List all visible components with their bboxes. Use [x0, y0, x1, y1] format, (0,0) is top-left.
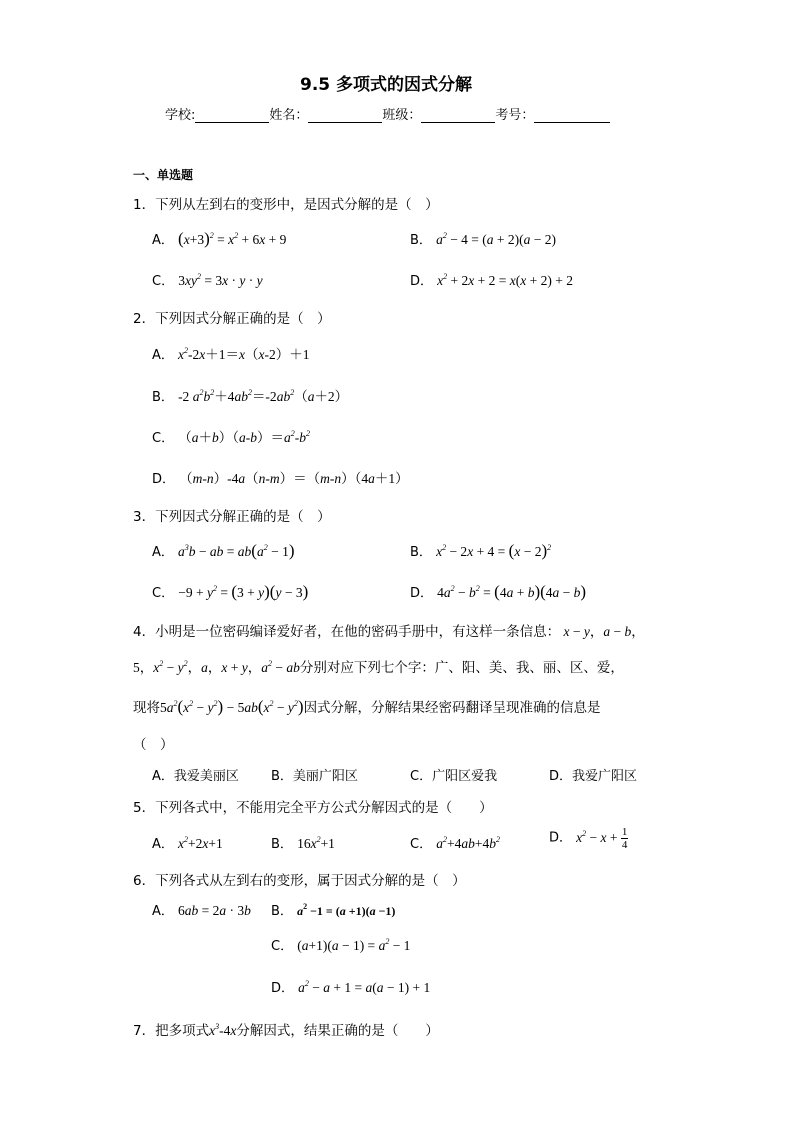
option-label: A． — [152, 545, 174, 560]
option-label: B． — [410, 233, 432, 248]
formula: $a^3b$ − ab = $ab(a^2 - 1)$ — [178, 541, 295, 560]
q2-option-b[interactable] — [152, 385, 348, 405]
q5-option-d[interactable] — [549, 826, 628, 851]
formula: a — [201, 660, 208, 675]
q4-option-d[interactable]: D．我爱广阳区 — [549, 769, 638, 784]
formula: $x^2 + 2x + 2 = x(x + 2) + 2$ — [437, 272, 573, 288]
option-label: D． — [410, 274, 434, 289]
q5-option-c[interactable] — [410, 833, 500, 852]
formula: $-9 + y^2 = (3 + y)(y - 3)$ — [178, 582, 309, 601]
formula: $3xy^2 = 3x \cdot y \cdot y$ — [178, 272, 263, 288]
question-4-stem-line4: （ ） — [133, 737, 174, 753]
formula: 6ab = 2a · 3b — [178, 903, 251, 918]
q3-option-a[interactable] — [152, 541, 295, 561]
q2-option-c[interactable] — [152, 426, 310, 446]
option-label: A． — [152, 233, 174, 248]
option-label: B． — [152, 390, 174, 405]
page-title: 9.5 多项式的因式分解 — [300, 75, 473, 95]
formula: x − y — [560, 624, 590, 639]
stem-text: 分解因式，结果正确的是（ ） — [236, 1023, 439, 1039]
option-label: C． — [152, 274, 175, 289]
formula: -2 $a^2b^2+4ab^2=-2ab^2(a+2)$ — [178, 388, 349, 404]
formula: $x^2+2x+1$ — [178, 835, 223, 851]
q6-option-a[interactable] — [152, 900, 251, 919]
q5-option-a[interactable] — [152, 833, 223, 852]
stem-text: 因式分解，分解结果经密码翻译呈现准确的信息是 — [303, 700, 601, 716]
option-label: A． — [152, 904, 174, 919]
question-4-stem-line3 — [133, 696, 601, 717]
stem-text: 7．把多项式 — [133, 1023, 210, 1039]
formula: $a^2 - a + 1 = a(a - 1) + 1$ — [298, 979, 431, 995]
formula: $a^2 - 4 = (a + 2)(a - 2)$ — [436, 231, 557, 247]
option-label: A． — [152, 348, 174, 363]
q2-option-d[interactable] — [152, 467, 409, 487]
option-label: C． — [410, 837, 433, 852]
formula: $x^2-2x+1=x(x-2)+1$ — [178, 346, 310, 362]
stem-text: 4．小明是一位密码编译爱好者，在他的密码手册中，有这样一条信息： — [133, 624, 561, 640]
formula: $x^2 - x$ + $\frac{1}{4}$ — [576, 826, 628, 851]
student-info-line — [165, 104, 610, 123]
formula: $a^2 -1 = (a +1)(a -1)$ — [297, 902, 396, 918]
formula: $(a+b)(a-b)=a^2-b^2$ — [178, 429, 310, 445]
q3-option-b[interactable] — [410, 541, 551, 561]
fraction: $\frac{1}{4}$ — [621, 826, 628, 851]
q3-option-c[interactable] — [152, 582, 308, 602]
class-label: 班级： — [382, 108, 422, 123]
option-label: B． — [410, 545, 432, 560]
name-label: 姓名： — [269, 108, 309, 123]
formula: $(x+3)^2 = x^2 + 6x + 9$ — [178, 229, 287, 248]
option-label: D． — [549, 830, 573, 846]
question-6-stem: 6．下列各式从左到右的变形，属于因式分解的是（ ） — [133, 873, 466, 889]
q1-option-a[interactable] — [152, 229, 286, 249]
question-4-stem-line1: 4．小明是一位密码编译爱好者，在他的密码手册中，有这样一条信息： x − y，a − b， — [133, 624, 645, 640]
q4-option-c[interactable]: C．广阳区爱我 — [410, 769, 498, 784]
formula: 5 — [133, 660, 140, 675]
q1-option-d[interactable] — [410, 270, 573, 289]
formula: $a^2$ − ab — [261, 659, 300, 675]
formula: $16x^2+1$ — [297, 835, 335, 851]
q6-option-d[interactable] — [271, 977, 430, 996]
class-blank[interactable] — [421, 108, 495, 123]
exam-no-blank[interactable] — [534, 108, 610, 123]
q1-option-b[interactable] — [410, 229, 556, 248]
option-label: D． — [410, 586, 434, 601]
formula: $a^2+4ab+4b^2$ — [436, 835, 500, 851]
formula: x + y — [221, 660, 248, 675]
q3-option-d[interactable] — [410, 582, 586, 602]
q4-option-b[interactable]: B．美丽广阳区 — [271, 769, 358, 784]
option-label: D． — [271, 981, 295, 996]
q4-option-a[interactable]: A．我爱美丽区 — [152, 769, 239, 784]
q6-option-c[interactable] — [271, 935, 410, 954]
stem-text: 现将 — [133, 700, 160, 716]
q5-option-b[interactable] — [271, 833, 335, 852]
option-label: B． — [271, 904, 293, 919]
option-label: B． — [271, 837, 293, 852]
q6-option-b[interactable] — [271, 900, 395, 919]
formula: $x^2 - 2x + 4 = (x - 2)^2$ — [436, 541, 552, 560]
q2-option-a[interactable] — [152, 343, 310, 363]
school-label: 学校: — [165, 108, 196, 123]
option-label: C． — [152, 431, 175, 446]
question-5-stem: 5．下列各式中，不能用完全平方公式分解因式的是（ ） — [133, 800, 493, 816]
section-heading: 一、单选题 — [133, 168, 194, 182]
question-7-stem — [133, 1019, 439, 1039]
formula: $x^2 - y^2$ — [153, 659, 188, 675]
formula: a − b — [603, 624, 632, 639]
option-label: A． — [152, 837, 174, 852]
question-2-stem: 2．下列因式分解正确的是（ ） — [133, 311, 331, 327]
formula: $(a+1)(a - 1) = a^2 - 1$ — [297, 937, 411, 953]
option-label: D． — [152, 472, 176, 487]
name-blank[interactable] — [308, 108, 382, 123]
formula: $x^3-4x$ — [209, 1022, 237, 1038]
q1-option-c[interactable] — [152, 270, 263, 289]
exam-no-label: 考号： — [495, 108, 535, 123]
option-label: C． — [152, 586, 175, 601]
question-3-stem: 3．下列因式分解正确的是（ ） — [133, 509, 331, 525]
formula: $4a^2 - b^2 = (4a + b)(4a - b)$ — [437, 582, 587, 601]
school-blank[interactable] — [195, 108, 269, 123]
formula: $5a^2(x^2 - y^2) - 5ab(x^2 - y^2)$ — [160, 697, 304, 716]
option-label: C． — [271, 939, 294, 954]
formula: （m-n）-4a（n-m）＝（m-n）（4a＋1） — [179, 471, 409, 486]
question-1-stem: 1．下列从左到右的变形中，是因式分解的是（ ） — [133, 197, 439, 213]
stem-text: 分别对应下列七个字：广、阳、美、我、丽、区、爱， — [299, 660, 624, 676]
question-4-stem-line2: 5，$x^2 - y^2$，a，x + y，$a^2$ − ab分别对应下列七个字：广、阳、美、我、丽、区、爱， — [133, 659, 624, 676]
